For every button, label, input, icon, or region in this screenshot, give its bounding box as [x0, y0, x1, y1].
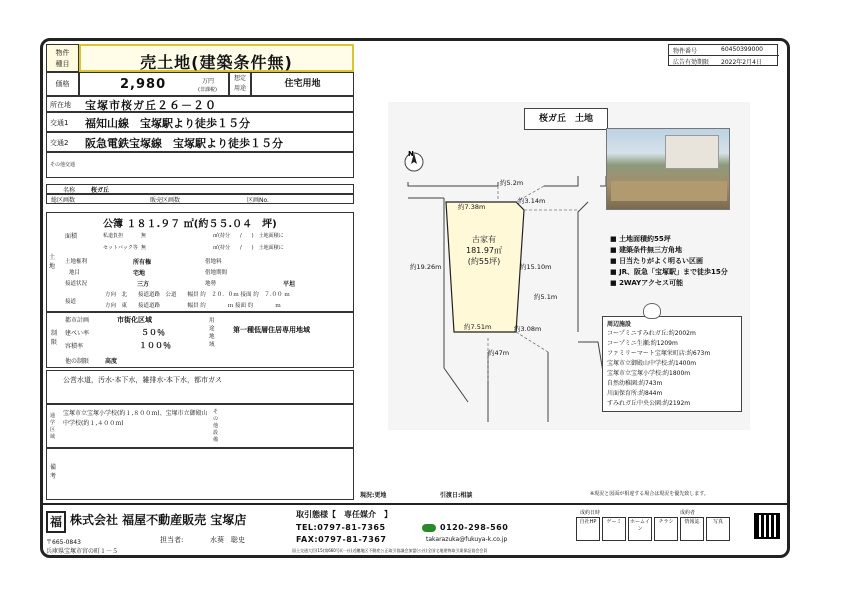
company-address: 兵庫県宝塚市宮の町１－５ [46, 548, 119, 555]
zoning-label [229, 72, 251, 96]
trade-end: 】 [384, 510, 392, 519]
feature-item: ■ 土地面積約55坪 [610, 235, 671, 243]
company-name: 株式会社 福屋不動産販売 宝塚店 [70, 513, 247, 527]
school-value: 宝塚市立宝塚小学校(約１,８００ｍ)、宝塚市立御殿山中学校(約１,４００ｍ) [63, 410, 208, 427]
email[interactable]: takarazuka@fukuya-k.co.jp [426, 536, 508, 543]
setback-label: セットバック等 [103, 245, 138, 251]
other-transit-label: その他交通 [50, 162, 76, 168]
coverage-value: ５０％ [141, 328, 165, 337]
price-unit: 万円 [202, 78, 215, 85]
freedial-icon [422, 524, 436, 532]
regulation-section [46, 312, 354, 368]
road-1: 方向 北 接道道路 公道 幅員 約 ２０．０ｍ 接面 約 ７.００ ｍ [105, 292, 290, 298]
type-label-cell [46, 44, 79, 72]
setback-unit: ㎡(持分 / ) 土地面積に [213, 245, 284, 251]
nearby-item: コープミニ生瀬:約1209m [607, 340, 678, 347]
qr-code-icon[interactable] [754, 513, 780, 539]
handover: 引渡日:相談 [440, 492, 473, 499]
road-label: 接道 [65, 299, 77, 305]
road-2: 方向 東 接道道路 幅員 約 ｍ 接面 約 ｍ [105, 303, 281, 309]
compass-icon [405, 150, 423, 171]
current-status: 現況:更地 [360, 492, 387, 499]
far-value: １００％ [139, 341, 171, 350]
freedial: 0120-298-560 [440, 523, 509, 532]
footer [40, 503, 790, 558]
plot-tsubo: (約55坪) [467, 257, 501, 266]
private-road-label: 私道負担 [103, 233, 124, 239]
dim-label: 約7.38m [458, 203, 486, 211]
address-row [46, 96, 354, 112]
school-row [46, 404, 354, 448]
area-value: 公簿 １８１.９７ ㎡(約５５.０４ 坪) [103, 219, 277, 230]
status-line [354, 488, 784, 500]
category-value: 宅地 [133, 270, 146, 277]
dim-label: 約19.26m [410, 263, 442, 271]
property-no-value: 60450399000 [721, 46, 763, 53]
transit1-row [46, 112, 354, 132]
price-tax: (非課税) [198, 87, 217, 93]
company-logo: 福 [46, 511, 66, 533]
title-cell [79, 44, 354, 72]
dim-label: 約15.10m [520, 263, 552, 271]
parcel-name-row [46, 184, 354, 194]
property-no-label: 物件番号 [673, 48, 698, 55]
plot-area: 181.97㎡ [466, 246, 502, 255]
svg-text:N: N [408, 150, 414, 158]
city-plan-label: 都市計画 [65, 317, 90, 324]
other-restriction-label: 他の制限 [65, 358, 90, 365]
parcel-plots-row [46, 194, 354, 204]
parcel-name-label: 名称 [63, 187, 76, 194]
nearby-item: 自然幼稚園:約743m [607, 380, 663, 387]
feature-item: ■ 日当たりがよく明るい区画 [610, 257, 704, 265]
type-label-1: 物件 [55, 49, 70, 57]
private-road-value: 無 [141, 233, 147, 239]
use-district-label: 用途地域 [209, 318, 215, 348]
coverage-label: 建ぺい率 [65, 330, 90, 337]
transit2-row [46, 132, 354, 152]
nearby-list [607, 329, 710, 409]
address-label: 所在地 [50, 101, 71, 109]
far-label: 容積率 [65, 343, 84, 350]
dim-label: 約47m [488, 349, 510, 357]
remarks-row [46, 448, 354, 500]
zoning-cell [251, 72, 354, 96]
postal-code: 〒665-0843 [46, 539, 81, 546]
contract-label: 成約日時 [580, 510, 601, 516]
property-info-box [668, 44, 778, 66]
feature-list [610, 234, 740, 289]
other-transit-row [46, 152, 354, 178]
person-label: 担当者: [160, 536, 184, 544]
plot-label: 古家有 [472, 235, 496, 244]
price-label [46, 72, 79, 96]
transit2-value: 阪急電鉄宝塚線 宝塚駅より徒歩１５分 [85, 137, 283, 150]
dim-label: 約5.1m [534, 293, 558, 301]
ad-expiry-label: 広告有効期限 [673, 59, 710, 66]
road-line-left [408, 182, 498, 186]
feature-item: ■ JR、阪急「宝塚駅」まで徒歩15分 [610, 268, 728, 276]
type-label-2: 種目 [55, 60, 70, 68]
stamp-box: ゲーミ [602, 517, 626, 541]
transit1-label: 交通1 [50, 119, 69, 127]
nearby-item: コープミニすみれガ丘:約2002m [607, 330, 696, 337]
feature-item: ■ 2WAYアクセス可能 [610, 279, 683, 287]
mascot-icon [643, 303, 661, 319]
address-value: 宝塚市桜ガ丘２６－２０ [85, 99, 217, 112]
setback-value: 無 [141, 245, 147, 251]
dim-label: 約3.14m [518, 197, 546, 205]
lease-period-label: 借地期間 [205, 270, 228, 276]
license: 国土交通大臣(15)第660号/(一社)近畿地区不動産公正取引協議会加盟(公社)全国宅地建物取引業保証協会会員 [292, 548, 488, 553]
transit1-value: 福知山線 宝塚駅より徒歩１５分 [85, 117, 250, 130]
disclaimer: ※現況と図面が相違する場合は現況を優先致します。 [590, 491, 709, 497]
fax: FAX:0797-81-7367 [296, 535, 387, 544]
ad-expiry-value: 2022年2月4日 [721, 59, 762, 66]
regulation-section-label: 制限 [51, 330, 58, 346]
total-plots-label: 総区画数 [51, 197, 76, 204]
feature-item: ■ 建築条件無三方角地 [610, 246, 683, 254]
property-photo [606, 128, 730, 210]
terrain-value: 平坦 [283, 281, 296, 288]
plot-info [454, 234, 514, 267]
land-section-label: 土地 [49, 254, 56, 270]
price-value: 2,980 [120, 77, 167, 92]
utilities-value: 公営水道，汚水-本下水，雑排水-本下水，都市ガス [63, 376, 223, 384]
stamp-box: 情報誌 [680, 517, 704, 541]
land-section [46, 212, 354, 312]
nearby-item: 川面保育所:約844m [607, 390, 663, 397]
remarks-label: 備考 [50, 464, 57, 480]
nearby-box [602, 316, 742, 412]
parcel-name-value: 桜ガ丘 [91, 187, 110, 194]
terrain-label: 地勢 [205, 281, 217, 287]
zoning-label-2: 用途 [233, 85, 246, 92]
price-cell [79, 72, 229, 96]
plot-no-label: 区画No. [247, 197, 269, 204]
other-facilities-label: その他設備 [213, 409, 219, 443]
stamp-box: チラシ [654, 517, 678, 541]
nearby-item: ファミリーマート宝塚栄町店:約673m [607, 350, 711, 357]
zoning-value: 住宅用地 [284, 79, 321, 89]
nearby-item: 宝塚市立御殿山中学校:約1400m [607, 360, 697, 367]
stamp-box: 自社HP [576, 517, 600, 541]
plot-polygon [446, 202, 524, 332]
nearby-item: 宝塚市立宝塚小学校:約1800m [607, 370, 691, 377]
trade-type: 専任媒介 [344, 510, 376, 519]
lease-label: 借地料 [205, 259, 222, 265]
contact-label: 接道状況 [65, 281, 88, 287]
map-area [388, 102, 750, 430]
stamp-box: 写真 [706, 517, 730, 541]
dim-label: 約5.2m [500, 179, 524, 187]
category-label: 地目 [69, 270, 81, 276]
school-label: 通学区域 [50, 413, 56, 440]
contract-label-2: 成約者 [680, 510, 696, 516]
rights-label: 土地権利 [65, 259, 88, 265]
page-title: 売土地(建築条件無) [140, 53, 293, 72]
nearby-item: すみれガ丘中央公園:約2192m [607, 400, 691, 407]
contact-value: 三方 [137, 281, 150, 288]
trade-label: 取引態様【 [296, 510, 336, 519]
dim-label: 約3.08m [514, 325, 542, 333]
sale-plots-label: 販売区画数 [150, 197, 181, 204]
other-restriction-value: 高度 [105, 358, 118, 365]
utilities-row [46, 370, 354, 404]
transit2-label: 交通2 [50, 139, 69, 147]
use-district-value: 第一種低層住居専用地域 [233, 326, 310, 334]
zoning-label-1: 想定 [233, 75, 246, 82]
rights-value: 所有権 [133, 259, 152, 266]
dim-label: 約7.51m [464, 323, 492, 331]
person-name: 水葵 聡史 [210, 536, 245, 544]
city-plan-value: 市街化区域 [117, 316, 152, 324]
stamp-box: ホームイン [628, 517, 652, 541]
price-label-text: 価格 [55, 80, 70, 88]
private-road-unit: ㎡(持分 / ) 土地面積に [213, 233, 284, 239]
nearby-title: 周辺施設 [607, 321, 632, 328]
area-title: 桜ガ丘 土地 [538, 114, 593, 124]
area-label: 面積 [65, 233, 78, 240]
tel: TEL:0797-81-7365 [296, 523, 386, 532]
